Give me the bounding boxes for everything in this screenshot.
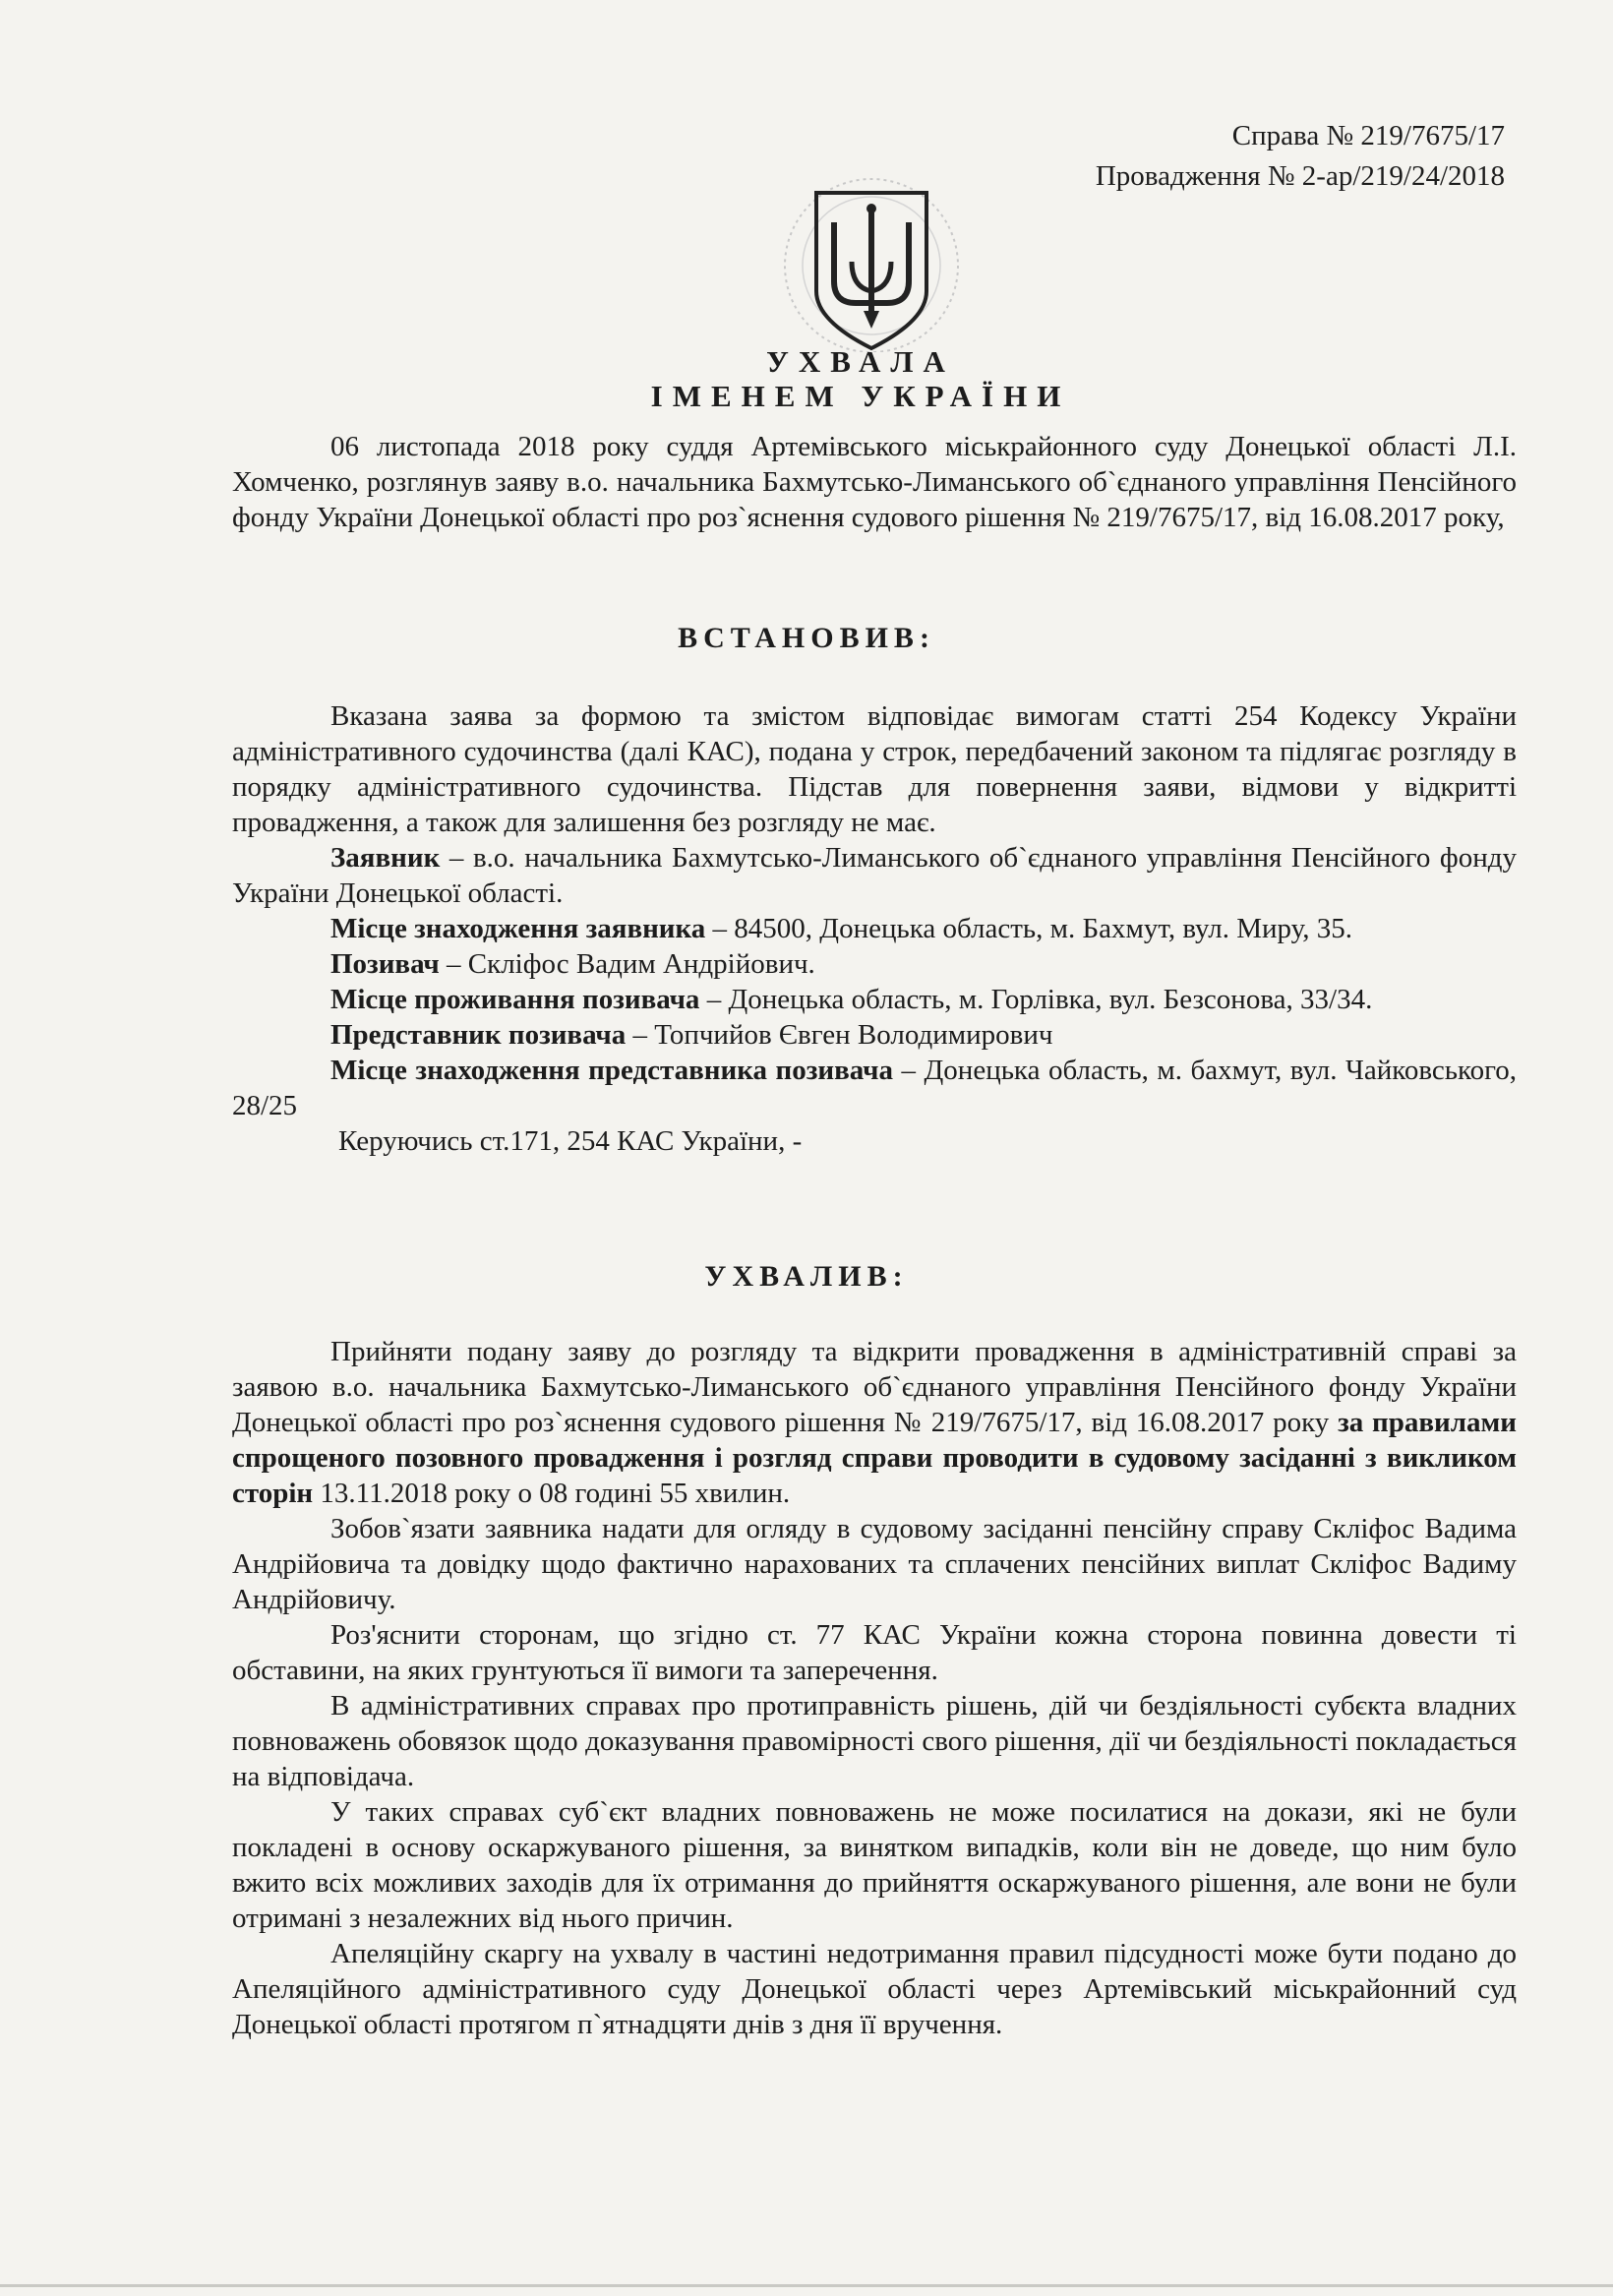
ruling-block (232, 1334, 1517, 2042)
party-applicant (232, 840, 1517, 911)
party-label: Місце проживання позивача (330, 984, 700, 1015)
ruled-heading: УХВАЛИВ: (704, 1260, 909, 1293)
party-value: – Топчийов Євген Володимирович (626, 1019, 1053, 1051)
party-value: – в.о. начальника Бахмутсько-Лиманського об`єднаного управління Пенсійного фонду України Донецької області. (232, 842, 1517, 909)
party-label: Представник позивача (330, 1019, 627, 1051)
party-value: – Скліфос Вадим Андрійович. (439, 948, 815, 980)
case-reference (1096, 116, 1505, 197)
established-block (232, 698, 1517, 1159)
established-paragraph: Вказана заява за формою та змістом відповідає вимогам статті 254 Кодексу України адміністративного судочинства (далі КАС), подана у строк, передбачений законом та підлягає розгляду в порядку адміністративного судочинства. Підстав для повернення заяви, відмови у відкритті провадження, а також для залишення без розгляду не має. (232, 700, 1517, 838)
ruling-text: Прийняти подану заяву до розгляду та відкрити провадження в адміністративній справі за заявою в.о. начальника Бахмутсько-Лиманського об`єднаного управління Пенсійного фонду України Донецької області про роз`яснення судового рішення № 219/7675/17, від 16.08.2017 року (232, 1336, 1517, 1438)
page-edge-divider (0, 2284, 1613, 2287)
document-subtitle: ІМЕНЕМ УКРАЇНИ (650, 379, 1071, 413)
party-label: Місце знаходження представника позивача (330, 1055, 893, 1086)
intro-paragraph: 06 листопада 2018 року суддя Артемівського міськрайонного суду Донецької області Л.І. Хомченко, розглянув заяву в.о. начальника Бахмутсько-Лиманського об`єднаного управління Пенсійного фонду України Донецької області про роз`яснення судового рішення № 219/7675/17, від 16.08.2017 року, (232, 431, 1517, 533)
ruling-paragraph-4: В адміністративних справах про протиправність рішень, дій чи бездіяльності субєкта владних повноважень обовязок щодо доказування правомірності свого рішення, дії чи бездіяльності покладається на відповідача. (232, 1690, 1517, 1792)
document-title: УХВАЛА (766, 344, 955, 379)
party-representative-address (232, 1053, 1517, 1123)
ruling-paragraph-6: Апеляційну скаргу на ухвалу в частині недотримання правил підсудності може бути подано до Апеляційного адміністративного суду Донецької області через Артемівський міськрайонний суд Донецької області протягом п`ятнадцяти днів з дня її вручення. (232, 1938, 1517, 2040)
ruling-paragraph-2: Зобов`язати заявника надати для огляду в судовому засіданні пенсійну справу Скліфос Вадима Андрійовича та довідку щодо фактично нарахованих та сплачених пенсійних виплат Скліфос Вадиму Андрійовичу. (232, 1513, 1517, 1615)
established-heading: ВСТАНОВИВ: (678, 622, 935, 654)
party-plaintiff-residence (232, 982, 1517, 1017)
trident-icon (728, 175, 1043, 352)
ruling-paragraph-1 (232, 1334, 1517, 1511)
proceeding-number: Провадження № 2-ар/219/24/2018 (1095, 160, 1505, 192)
ruling-bold-text: за правилами спрощеного позовного провадження і розгляд справи проводити в судовому засіданні з викликом сторін (232, 1407, 1517, 1509)
ruling-paragraph-3: Роз'яснити сторонам, що згідно ст. 77 КАС України кожна сторона повинна довести ті обставини, на яких грунтуються її вимоги та заперечення. (232, 1619, 1517, 1686)
party-label: Місце знаходження заявника (330, 913, 706, 944)
party-plaintiff (232, 946, 1517, 982)
party-label: Заявник (330, 842, 441, 874)
intro-block (232, 429, 1517, 535)
party-value: – Донецька область, м. Горлівка, вул. Безсонова, 33/34. (699, 984, 1373, 1015)
party-value: – Донецька область, м. бахмут, вул. Чайковського, 28/25 (232, 1055, 1518, 1121)
case-number: Справа № 219/7675/17 (1231, 120, 1505, 151)
ruling-paragraph-5: У таких справах суб`єкт владних повноважень не може посилатися на докази, які не були покладені в основу оскаржуваного рішення, за винятком випадків, коли він не доведе, що ним було вжито всіх можливих заходів для їх отримання до прийняття оскаржуваного рішення, але вони не були отримані з незалежних від нього причин. (232, 1796, 1517, 1934)
ruling-text: 13.11.2018 року о 08 годині 55 хвилин. (313, 1478, 791, 1509)
party-applicant-address (232, 911, 1517, 946)
party-value: – 84500, Донецька область, м. Бахмут, вул. Миру, 35. (705, 913, 1353, 944)
party-representative (232, 1017, 1517, 1053)
guided-by: Керуючись ст.171, 254 КАС України, - (338, 1125, 803, 1157)
coat-of-arms (728, 175, 1043, 352)
party-label: Позивач (330, 948, 440, 980)
